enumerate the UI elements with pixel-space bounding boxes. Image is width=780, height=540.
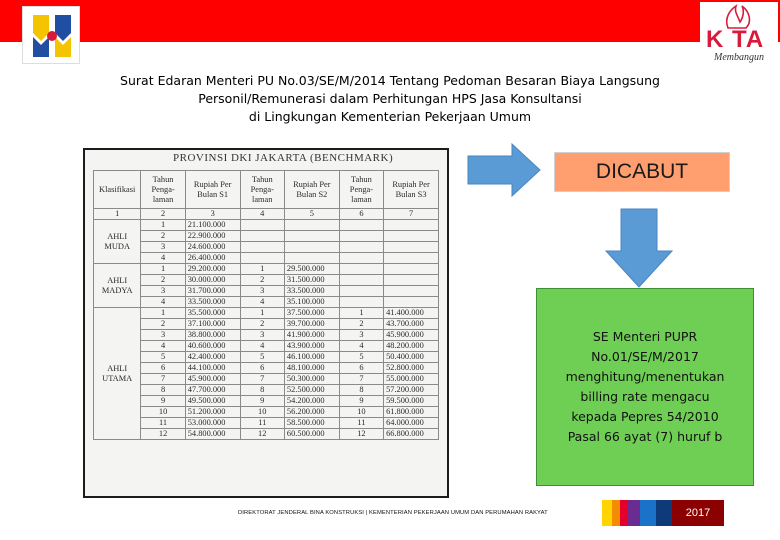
table-cell: 59.500.000	[384, 396, 439, 407]
table-cell: 9	[240, 396, 284, 407]
table-cell: 52.800.000	[384, 363, 439, 374]
table-row	[94, 352, 439, 363]
table-cell: 8	[339, 385, 383, 396]
header-band	[0, 0, 780, 42]
table-cell: 10	[240, 407, 284, 418]
column-number: 2	[141, 209, 185, 220]
se-menteri-pupr-box	[536, 288, 754, 486]
table-cell: 52.500.000	[284, 385, 339, 396]
table-cell: 24.600.000	[185, 242, 240, 253]
table-cell: 6	[141, 363, 185, 374]
table-row	[94, 242, 439, 253]
table-cell: 30.000.000	[185, 275, 240, 286]
column-header: Tahun Penga-laman	[240, 171, 284, 209]
table-cell: 4	[141, 297, 185, 308]
footer-color-segment	[640, 500, 656, 526]
classification-cell: AHLI UTAMA	[94, 308, 141, 440]
kota-logo-subtitle: Membangun	[714, 52, 764, 63]
table-cell: 2	[141, 319, 185, 330]
table-cell: 21.100.000	[185, 220, 240, 231]
table-cell	[240, 220, 284, 231]
table-row	[94, 396, 439, 407]
arrow-right-icon	[466, 142, 542, 198]
table-cell: 8	[240, 385, 284, 396]
table-cell: 1	[240, 264, 284, 275]
column-number: 5	[284, 209, 339, 220]
table-cell: 7	[141, 374, 185, 385]
table-cell	[284, 231, 339, 242]
table-cell: 46.100.000	[284, 352, 339, 363]
table-cell: 7	[339, 374, 383, 385]
table-cell: 37.500.000	[284, 308, 339, 319]
table-row	[94, 429, 439, 440]
table-cell: 45.900.000	[185, 374, 240, 385]
footer-year: 2017	[685, 507, 711, 519]
footer-color-segment	[602, 500, 612, 526]
title-line-2: Personil/Remunerasi dalam Perhitungan HPS Jasa Konsultansi	[198, 91, 582, 106]
table-cell: 8	[141, 385, 185, 396]
table-row	[94, 286, 439, 297]
table-cell: 31.700.000	[185, 286, 240, 297]
table-cell: 33.500.000	[185, 297, 240, 308]
table-cell: 35.100.000	[284, 297, 339, 308]
table-cell: 44.100.000	[185, 363, 240, 374]
table-cell	[384, 253, 439, 264]
table-row	[94, 363, 439, 374]
table-cell: 54.800.000	[185, 429, 240, 440]
classification-cell: AHLI MADYA	[94, 264, 141, 308]
dicabut-label: DICABUT	[554, 152, 730, 192]
table-cell: 22.900.000	[185, 231, 240, 242]
table-row	[94, 297, 439, 308]
table-cell: 3	[141, 286, 185, 297]
page-title	[90, 72, 690, 126]
table-cell: 43.900.000	[284, 341, 339, 352]
table-cell: 2	[141, 231, 185, 242]
table-cell: 50.300.000	[284, 374, 339, 385]
table-cell	[339, 231, 383, 242]
column-header: Rupiah Per Bulan S2	[284, 171, 339, 209]
table-cell: 1	[141, 308, 185, 319]
table-cell: 3	[240, 330, 284, 341]
table-row	[94, 253, 439, 264]
column-header: Rupiah Per Bulan S1	[185, 171, 240, 209]
table-cell: 5	[141, 352, 185, 363]
table-cell: 45.900.000	[384, 330, 439, 341]
table-cell	[284, 220, 339, 231]
table-row	[94, 330, 439, 341]
green-box-line: kepada Pepres 54/2010	[571, 409, 719, 424]
table-cell: 41.400.000	[384, 308, 439, 319]
scanned-benchmark-table	[83, 148, 449, 498]
table-row	[94, 319, 439, 330]
classification-cell: AHLI MUDA	[94, 220, 141, 264]
column-number-row	[94, 209, 439, 220]
table-row	[94, 407, 439, 418]
column-header: Rupiah Per Bulan S3	[384, 171, 439, 209]
column-number: 4	[240, 209, 284, 220]
table-cell: 7	[240, 374, 284, 385]
table-cell: 3	[141, 242, 185, 253]
footer-color-segment	[620, 500, 628, 526]
table-row	[94, 264, 439, 275]
footer-color-segment	[628, 500, 640, 526]
table-cell: 10	[339, 407, 383, 418]
table-cell	[384, 286, 439, 297]
table-cell: 47.700.000	[185, 385, 240, 396]
title-line-1: Surat Edaran Menteri PU No.03/SE/M/2014 Tentang Pedoman Besaran Biaya Langsung	[120, 73, 660, 88]
green-box-line: Pasal 66 ayat (7) huruf b	[567, 429, 723, 444]
table-cell: 4	[240, 341, 284, 352]
table-cell: 3	[240, 286, 284, 297]
table-cell: 9	[339, 396, 383, 407]
table-cell: 6	[240, 363, 284, 374]
table-cell	[384, 275, 439, 286]
table-cell: 60.500.000	[284, 429, 339, 440]
column-header: Klasifikasi	[94, 171, 141, 209]
table-cell: 4	[141, 253, 185, 264]
table-row	[94, 418, 439, 429]
table-cell	[339, 297, 383, 308]
table-cell: 54.200.000	[284, 396, 339, 407]
table-cell: 37.100.000	[185, 319, 240, 330]
table-cell: 11	[141, 418, 185, 429]
table-cell: 3	[141, 330, 185, 341]
table-cell: 64.000.000	[384, 418, 439, 429]
table-cell: 57.200.000	[384, 385, 439, 396]
table-cell	[240, 253, 284, 264]
kota-logo-text: K TA	[706, 26, 765, 53]
arrow-down-icon	[604, 207, 674, 289]
table-cell: 43.700.000	[384, 319, 439, 330]
table-cell	[339, 253, 383, 264]
table-cell: 6	[339, 363, 383, 374]
footer-text: DIREKTORAT JENDERAL BINA KONSTRUKSI | KEMENTERIAN PEKERJAAN UMUM DAN PERUMAHAN RAKYAT	[238, 510, 548, 516]
table-row	[94, 374, 439, 385]
table-row	[94, 308, 439, 319]
table-cell: 49.500.000	[185, 396, 240, 407]
table-cell: 29.500.000	[284, 264, 339, 275]
table-cell: 12	[339, 429, 383, 440]
table-cell: 56.200.000	[284, 407, 339, 418]
table-cell: 48.200.000	[384, 341, 439, 352]
green-box-line: No.01/SE/M/2017	[591, 349, 699, 364]
table-cell: 33.500.000	[284, 286, 339, 297]
table-cell	[240, 231, 284, 242]
table-cell: 31.500.000	[284, 275, 339, 286]
column-number: 7	[384, 209, 439, 220]
table-cell: 5	[339, 352, 383, 363]
benchmark-table	[93, 170, 439, 440]
table-row	[94, 220, 439, 231]
table-cell: 41.900.000	[284, 330, 339, 341]
table-cell: 2	[141, 275, 185, 286]
table-cell: 10	[141, 407, 185, 418]
scan-title: PROVINSI DKI JAKARTA (BENCHMARK)	[173, 152, 394, 164]
green-box-line: billing rate mengacu	[580, 389, 710, 404]
pupr-logo-icon	[22, 6, 80, 64]
table-cell: 12	[240, 429, 284, 440]
table-cell	[339, 275, 383, 286]
table-cell: 12	[141, 429, 185, 440]
table-header-row	[94, 171, 439, 209]
table-cell: 61.800.000	[384, 407, 439, 418]
table-cell	[339, 286, 383, 297]
table-cell: 11	[339, 418, 383, 429]
table-cell: 4	[339, 341, 383, 352]
table-cell	[240, 242, 284, 253]
table-cell	[339, 220, 383, 231]
table-cell	[284, 242, 339, 253]
title-line-3: di Lingkungan Kementerian Pekerjaan Umum	[248, 109, 532, 124]
table-cell: 35.500.000	[185, 308, 240, 319]
column-number: 6	[339, 209, 383, 220]
table-cell: 51.200.000	[185, 407, 240, 418]
footer-color-segment	[656, 500, 672, 526]
table-row	[94, 341, 439, 352]
kota-logo-icon	[700, 2, 778, 66]
table-cell: 42.400.000	[185, 352, 240, 363]
table-cell	[384, 264, 439, 275]
table-cell: 1	[339, 308, 383, 319]
table-cell	[384, 297, 439, 308]
table-cell	[384, 242, 439, 253]
table-cell: 40.600.000	[185, 341, 240, 352]
table-row	[94, 231, 439, 242]
table-cell: 66.800.000	[384, 429, 439, 440]
table-cell: 3	[339, 330, 383, 341]
table-cell: 1	[141, 220, 185, 231]
green-box-line: SE Menteri PUPR	[592, 329, 698, 344]
table-cell: 1	[141, 264, 185, 275]
table-body	[94, 209, 439, 440]
table-cell: 26.400.000	[185, 253, 240, 264]
column-header: Tahun Penga-laman	[141, 171, 185, 209]
table-row	[94, 275, 439, 286]
table-cell: 2	[240, 319, 284, 330]
table-cell: 2	[339, 319, 383, 330]
table-cell: 53.000.000	[185, 418, 240, 429]
column-header: Tahun Penga-laman	[339, 171, 383, 209]
table-cell	[384, 231, 439, 242]
table-cell	[339, 264, 383, 275]
table-cell: 1	[240, 308, 284, 319]
footer-color-segment	[612, 500, 620, 526]
green-box-line: menghitung/menentukan	[565, 369, 725, 384]
table-row	[94, 385, 439, 396]
table-cell: 48.100.000	[284, 363, 339, 374]
table-cell: 2	[240, 275, 284, 286]
column-number: 3	[185, 209, 240, 220]
table-cell: 38.800.000	[185, 330, 240, 341]
table-cell	[284, 253, 339, 264]
table-cell: 5	[240, 352, 284, 363]
table-cell	[384, 220, 439, 231]
table-cell: 39.700.000	[284, 319, 339, 330]
table-cell: 50.400.000	[384, 352, 439, 363]
table-cell: 58.500.000	[284, 418, 339, 429]
table-cell: 4	[240, 297, 284, 308]
table-cell: 55.000.000	[384, 374, 439, 385]
table-cell: 29.200.000	[185, 264, 240, 275]
column-number: 1	[94, 209, 141, 220]
table-cell: 11	[240, 418, 284, 429]
table-cell: 4	[141, 341, 185, 352]
table-cell	[339, 242, 383, 253]
table-cell: 9	[141, 396, 185, 407]
